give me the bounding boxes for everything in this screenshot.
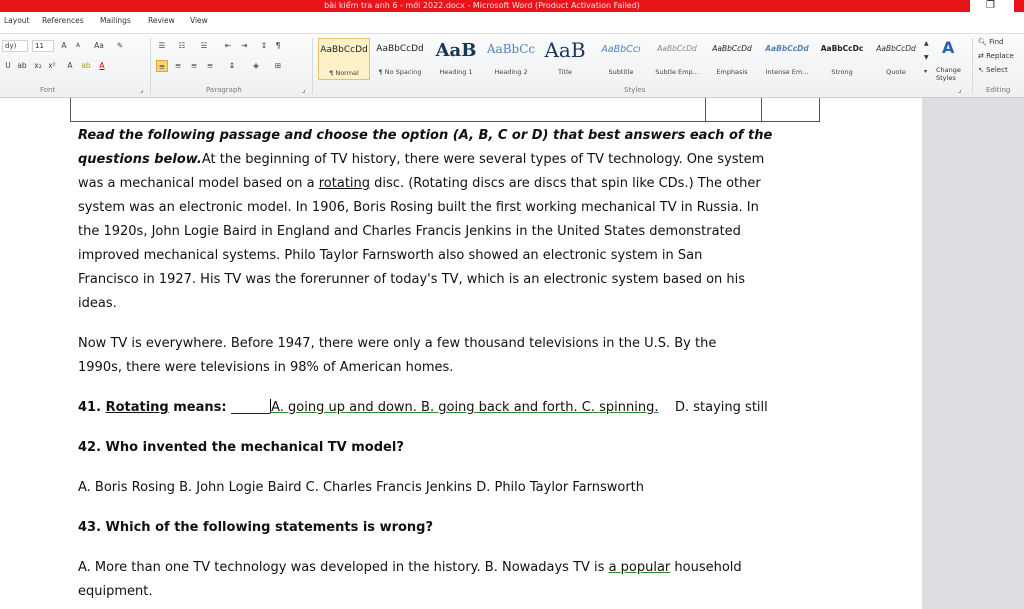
numbering-icon[interactable]: ☷	[178, 41, 186, 50]
passage-line-7: ideas.	[78, 296, 117, 311]
passage-line-3: system was an electronic model. In 1906, Boris Rosing built the first working mechanical TV in Russia. In	[78, 200, 759, 215]
passage2-line-2: 1990s, there were televisions in 98% of American homes.	[78, 360, 454, 375]
passage-line-6: Francisco in 1927. His TV was the forerunner of today's TV, which is an electronic system based on his	[78, 272, 746, 287]
question-42-options: A. Boris Rosing B. John Logie Baird C. Charles Francis Jenkins D. Philo Taylor Farnsworth	[78, 480, 645, 495]
subscript-icon[interactable]: x₂	[34, 61, 42, 70]
shading-icon[interactable]: ◈	[253, 61, 259, 70]
change-styles-icon: A	[942, 38, 955, 57]
bullets-icon[interactable]: ☰	[158, 41, 166, 50]
font-dialog-launcher-icon[interactable]: ⌟	[140, 86, 144, 94]
ribbon	[0, 34, 1024, 98]
change-case-icon[interactable]: Aa	[94, 41, 104, 50]
style-heading-2[interactable]: AaBbCc Heading 2	[486, 42, 536, 76]
rotating-word: rotating	[318, 176, 371, 191]
sort-icon[interactable]: ↕	[260, 41, 268, 50]
styles-scroll-down-icon[interactable]: ▼	[924, 54, 929, 61]
document-margin-gray	[922, 98, 1024, 609]
font-name-box[interactable]: dy)	[2, 40, 28, 52]
paragraph-dialog-launcher-icon[interactable]: ⌟	[302, 86, 306, 94]
editing-group-label: Editing	[986, 86, 1011, 94]
find-button[interactable]: 🔍︎ Find	[978, 38, 1004, 46]
show-marks-icon[interactable]: ¶	[275, 41, 281, 50]
passage-line-2: was a mechanical model based on a rotating disc. (Rotating discs are discs that spin like CDs.) The other	[78, 176, 761, 191]
shrink-font-icon[interactable]: A	[75, 42, 81, 49]
ribbon-tabs	[0, 12, 1024, 34]
increase-indent-icon[interactable]: ⇥	[240, 41, 248, 50]
highlight-icon[interactable]: ab	[81, 61, 91, 70]
tab-view[interactable]: View	[190, 16, 208, 25]
font-color-icon[interactable]: A	[99, 61, 105, 70]
style-emphasis[interactable]: AaBbCcDd Emphasis	[712, 44, 752, 76]
align-right-icon[interactable]: ≡	[190, 61, 198, 70]
superscript-icon[interactable]: x²	[48, 61, 56, 70]
window-title: bài kiểm tra anh 6 - mới 2022.docx - Microsoft Word (Product Activation Failed)	[324, 1, 640, 10]
question-43-options-cont: equipment.	[78, 584, 153, 599]
style-intense-emphasis[interactable]: AaBbCcDd Intense Em...	[765, 44, 809, 76]
style-quote[interactable]: AaBbCcDd Quote	[876, 44, 916, 76]
line-spacing-icon[interactable]: ↨	[228, 61, 236, 70]
styles-dialog-launcher-icon[interactable]: ⌟	[958, 86, 962, 94]
style-normal[interactable]: AaBbCcDd ¶ Normal	[318, 38, 370, 80]
change-styles-label: Change Styles	[936, 66, 961, 82]
styles-scroll-up-icon[interactable]: ▲	[924, 40, 929, 47]
passage-line-5: improved mechanical systems. Philo Taylor Farnsworth also showed an electronic system in San	[78, 248, 703, 263]
passage-line-4: the 1920s, John Logie Baird in England and Charles Francis Jenkins in the United States demonstrated	[78, 224, 741, 239]
style-no-spacing[interactable]: AaBbCcDd ¶ No Spacing	[376, 44, 424, 76]
underline-icon[interactable]: U	[5, 61, 11, 70]
tab-references[interactable]: References	[42, 16, 84, 25]
question-41: 41. Rotating means: ______A. going up and down. B. going back and forth. C. spinning. D. staying still	[78, 400, 768, 415]
multilevel-icon[interactable]: ☱	[200, 41, 208, 50]
decrease-indent-icon[interactable]: ⇤	[224, 41, 232, 50]
tab-layout[interactable]: Layout	[4, 16, 30, 25]
paragraph-group-label: Paragraph	[206, 86, 242, 94]
borders-icon[interactable]: ⊞	[274, 61, 282, 70]
font-size-box[interactable]: 11	[32, 40, 54, 52]
text-effects-icon[interactable]: A	[67, 61, 73, 70]
question-42: 42. Who invented the mechanical TV model?	[78, 440, 404, 455]
instruction-line-1: Read the following passage and choose the option (A, B, C or D) that best answers each of the	[78, 128, 773, 143]
restore-button[interactable]	[970, 0, 1014, 12]
style-heading-1[interactable]: AaB Heading 1	[435, 40, 477, 76]
align-left-icon[interactable]: ≡	[156, 60, 168, 72]
select-icon: ↖	[978, 66, 987, 74]
replace-button[interactable]: ⇄ Replace	[978, 52, 1014, 60]
grow-font-icon[interactable]: A	[61, 41, 67, 50]
clear-format-icon[interactable]: ✎	[116, 41, 124, 50]
change-styles-button[interactable]	[934, 38, 966, 82]
style-title[interactable]: AaB Title	[544, 38, 586, 76]
styles-more-icon[interactable]: ▾	[924, 68, 928, 75]
tab-mailings[interactable]: Mailings	[100, 16, 131, 25]
title-bar	[0, 0, 1024, 12]
style-strong[interactable]: AaBbCcDc Strong	[820, 44, 864, 76]
styles-group-label: Styles	[624, 86, 646, 94]
tab-review[interactable]: Review	[148, 16, 175, 25]
question-43-options: A. More than one TV technology was developed in the history. B. Nowadays TV is a popular household	[78, 560, 742, 575]
question-43: 43. Which of the following statements is wrong?	[78, 520, 434, 535]
strikethrough-icon[interactable]: ab	[17, 61, 27, 70]
passage2-line-1: Now TV is everywhere. Before 1947, there were only a few thousand televisions in the U.S. By the	[78, 336, 717, 351]
justify-icon[interactable]: ≡	[206, 61, 214, 70]
find-icon: 🔍︎	[978, 38, 990, 46]
restore-icon: ❐	[986, 0, 995, 11]
table-bottom-edge	[70, 98, 820, 122]
passage-line-1: questions below.At the beginning of TV history, there were several types of TV technology. One system	[78, 152, 765, 167]
style-subtle-emphasis[interactable]: AaBbCcDd Subtle Emp...	[655, 44, 699, 76]
select-button[interactable]: ↖ Select	[978, 66, 1008, 74]
font-group-label: Font	[40, 86, 56, 94]
style-subtitle[interactable]: AaBbCcı Subtitle	[601, 44, 641, 76]
replace-icon: ⇄	[978, 52, 987, 60]
align-center-icon[interactable]: ≡	[174, 61, 182, 70]
